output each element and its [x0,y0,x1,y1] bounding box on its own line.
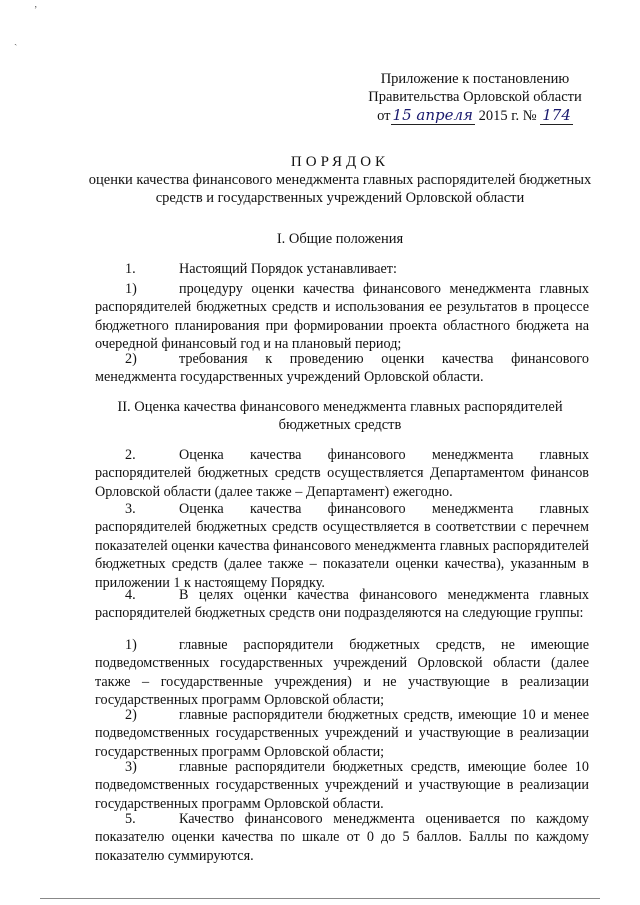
paragraph-2 [95,446,589,501]
paragraph-text: требования к проведению оценки качества финансового менеджмента государственных учреждений Орловской области. [95,351,589,386]
document-header [360,70,590,125]
paragraph-text: Оценка качества финансового менеджмента главных распорядителей бюджетных средств осуществляется Департаментом финансов Орловской области (далее также – Департамент) ежегодно. [95,447,589,500]
paragraph-4 [95,586,589,623]
document-title: ПОРЯДОК [290,154,390,170]
paragraph-5 [95,810,589,865]
page-bottom-edge [40,898,600,899]
handwritten-number: 174 [542,106,571,124]
paragraph-text: главные распорядители бюджетных средств, имеющие более 10 подведомственных государственных учреждений и участвующие в реализации государственных программ Орловской области. [95,759,589,812]
header-date-line [360,106,590,125]
paragraph-number: 5. [125,811,136,827]
paragraph-1 [95,260,589,278]
section-2-heading: II. Оценка качества финансового менеджмента главных распорядителей бюджетных средств [117,399,563,433]
paragraph-4-2 [95,706,589,761]
scan-mark: ˏ [14,35,18,46]
paragraph-number: 3. [125,501,136,517]
paragraph-1-1 [95,280,589,354]
handwritten-date: 15 апреля [392,106,473,124]
scan-mark: ʼ [34,5,38,16]
date-suffix: 2015 г. № [478,108,537,124]
paragraph-number: 2) [125,707,137,723]
paragraph-text: Настоящий Порядок устанавливает: [179,261,397,277]
date-prefix: от [377,108,391,124]
paragraph-4-3 [95,758,589,813]
document-subtitle: оценки качества финансового менеджмента главных распорядителей бюджетных средств и государственных учреждений Орловской области [88,172,592,206]
header-line-2: Правительства Орловской области [368,89,582,105]
section-1-heading: I. Общие положения [276,231,404,247]
paragraph-text: Качество финансового менеджмента оценивается по каждому показателю оценки качества по шкале от 0 до 5 баллов. Баллы по каждому показателю суммируются. [95,811,589,864]
paragraph-3 [95,500,589,592]
paragraph-number: 4. [125,587,136,603]
paragraph-number: 1) [125,281,137,297]
paragraph-1-2 [95,350,589,387]
paragraph-text: процедуру оценки качества финансового менеджмента главных распорядителей бюджетных средств и использования ее результатов в процессе бюджетного планирования при формировании проекта областного бюджета на очередной финансовый год и на плановый период; [95,281,589,353]
paragraph-4-1 [95,636,589,710]
paragraph-text: Оценка качества финансового менеджмента главных распорядителей бюджетных средств осуществляется в соответствии с перечнем показателей оценки качества финансового менеджмента главных распорядителей бюджетных средств (далее также – показатели оценки качества), указанным в приложении 1 к настоящему Порядку. [95,501,589,591]
paragraph-text: главные распорядители бюджетных средств, имеющие 10 и менее подведомственных государственных учреждений и участвующие в реализации государственных программ Орловской области; [95,707,589,760]
paragraph-text: В целях оценки качества финансового менеджмента главных распорядителей бюджетных средств они подразделяются на следующие группы: [95,587,589,622]
paragraph-text: главные распорядители бюджетных средств, не имеющие подведомственных государственных учреждений Орловской области (далее также – государственные учреждения) и не участвующие в реализации государственных программ Орловской области; [95,637,589,709]
paragraph-number: 2. [125,447,136,463]
paragraph-number: 3) [125,759,137,775]
header-line-1: Приложение к постановлению [380,71,570,87]
paragraph-number: 2) [125,351,137,367]
paragraph-number: 1. [125,261,136,277]
paragraph-number: 1) [125,637,137,653]
